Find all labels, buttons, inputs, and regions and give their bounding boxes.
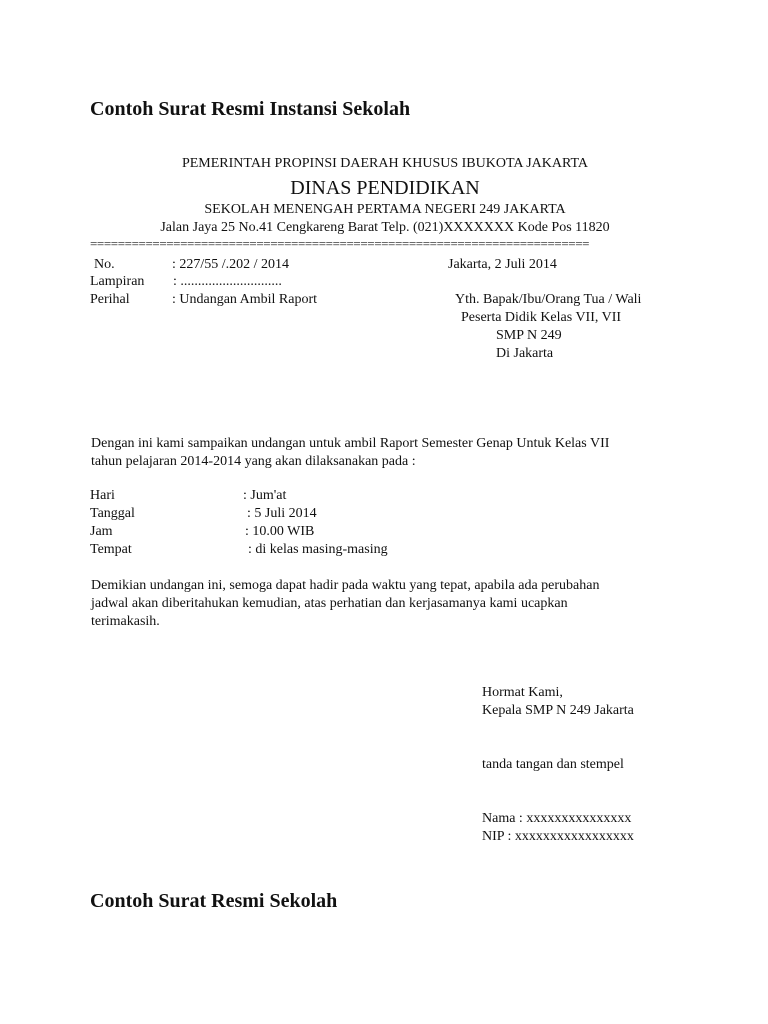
detail-value-tempat: : di kelas masing-masing <box>248 542 388 557</box>
intro-line-2: tahun pelajaran 2014-2014 yang akan dilaksanakan pada : <box>91 454 416 469</box>
detail-value-jam: : 10.00 WIB <box>245 524 315 539</box>
perihal-value: : Undangan Ambil Raport <box>172 292 318 307</box>
detail-label-tempat: Tempat <box>90 542 132 557</box>
perihal-label: Perihal <box>90 292 130 307</box>
recipient-line-2: Peserta Didik Kelas VII, VII <box>461 310 622 325</box>
detail-value-hari: : Jum'at <box>243 488 287 503</box>
detail-label-jam: Jam <box>90 524 113 539</box>
detail-label-hari: Hari <box>90 488 115 503</box>
letter-date: Jakarta, 2 Juli 2014 <box>448 257 557 272</box>
letterhead-separator: ======================================================================== <box>90 236 590 251</box>
no-label: No. <box>94 257 115 272</box>
signature-title: Kepala SMP N 249 Jakarta <box>482 703 634 718</box>
section-title: Contoh Surat Resmi Sekolah <box>90 890 338 912</box>
recipient-line-3: SMP N 249 <box>496 328 562 343</box>
recipient-line-1: Yth. Bapak/Ibu/Orang Tua / Wali <box>455 292 642 307</box>
detail-value-tanggal: : 5 Juli 2014 <box>247 506 317 521</box>
letterhead-dinas: DINAS PENDIDIKAN <box>290 177 480 199</box>
closing-line-1: Demikian undangan ini, semoga dapat hadir pada waktu yang tepat, apabila ada perubahan <box>91 578 600 593</box>
signature-nip: NIP : xxxxxxxxxxxxxxxxx <box>482 829 634 844</box>
closing-line-3: terimakasih. <box>91 614 160 629</box>
letterhead-school: SEKOLAH MENENGAH PERTAMA NEGERI 249 JAKARTA <box>204 202 566 217</box>
signature-name: Nama : xxxxxxxxxxxxxxx <box>482 811 632 826</box>
intro-line-1: Dengan ini kami sampaikan undangan untuk ambil Raport Semester Genap Untuk Kelas VII <box>91 436 610 451</box>
lampiran-value: : ............................. <box>173 274 282 289</box>
closing-line-2: jadwal akan diberitahukan kemudian, atas perhatian dan kerjasamanya kami ucapkan <box>91 596 568 611</box>
lampiran-label: Lampiran <box>90 274 145 289</box>
no-value: : 227/55 /.202 / 2014 <box>172 257 290 272</box>
recipient-line-4: Di Jakarta <box>496 346 554 361</box>
letterhead-address: Jalan Jaya 25 No.41 Cengkareng Barat Telp. (021)XXXXXXX Kode Pos 11820 <box>160 220 610 235</box>
detail-label-tanggal: Tanggal <box>90 506 135 521</box>
signature-greeting: Hormat Kami, <box>482 685 563 700</box>
letterhead-government: PEMERINTAH PROPINSI DAERAH KHUSUS IBUKOTA JAKARTA <box>181 156 589 171</box>
signature-placeholder: tanda tangan dan stempel <box>482 757 624 772</box>
page-title: Contoh Surat Resmi Instansi Sekolah <box>90 98 411 120</box>
